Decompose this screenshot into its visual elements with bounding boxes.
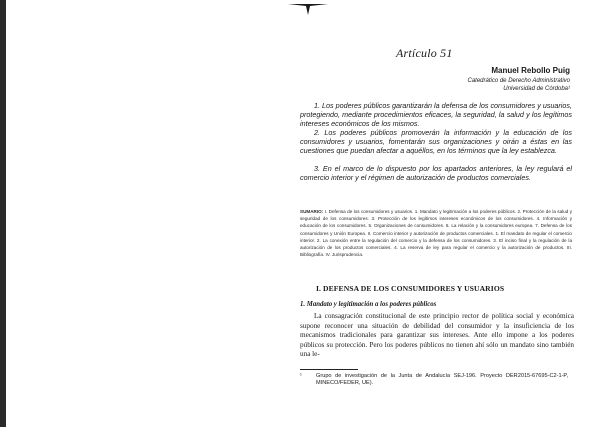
footnote — [300, 373, 572, 388]
article-paragraph-1: 1. Los poderes públicos garantizarán la defensa de los consumidores y usuarios, protegiendo, mediante procedimientos eficaces, la seguridad, la salud y los legítimos intereses económicos de los mismos. — [300, 101, 572, 128]
summary-text: I. Defensa de los consumidores y usuarios. 1. Mandato y legitimación a los poderes públicos. 2. Protección de la salud y seguridad de los consumidores. 3. Protección de los legítimos intereses económicos de los consumidores. 4. Información y educación de los consumidores. 5. Organizaciones de consumidores. 6. La relación y la consumidores europea. 7. Defensa de los consumidores y Unión Europea. II. Comercio interior y autorización de productos comerciales. 1. El mandato de regular el comercio interior. 2. La conexión entre la regulación del comercio y la defensa de los consumidores. 3. El inciso final y la regulación de la autorización de los productos comerciales. 4. La reserva de ley para regular el comercio y la autorización de productos. III. Bibliografía. IV. Jurisprudencia. — [300, 209, 573, 258]
article-paragraph-2: 2. Los poderes públicos promoverán la información y la educación de los consumidores y usuarios, fomentarán sus organizaciones y oirán a éstas en las cuestiones que puedan afectar a aquéllos, en los términos que la ley establezca. — [300, 128, 572, 155]
summary-label: SUMARIO: — [300, 209, 324, 214]
summary-block — [300, 208, 572, 258]
section-subheading: 1. Mandato y legitimación a los poderes públicos — [300, 301, 437, 308]
author-name: Manuel Rebollo Puig — [491, 66, 570, 75]
page-edge-shadow — [0, 0, 6, 427]
section-body-paragraph: La consagración constitucional de este principio rector de política social y económica supone reconocer una situación de debilidad del consumidor y la insuficiencia de los mecanismos tradicionales para garantizar sus intereses. Ante ello impone a los poderes públicos su protección. Pero los poderes públicos no tienen ahí sólo un mandato sino también una le- — [300, 312, 574, 359]
footnote-text: Grupo de investigación de la Junta de Andalucía SEJ-196. Proyecto DER2015-67695-C2-1-P, MINECO/FEDER, UE). — [316, 373, 568, 387]
footnote-divider — [300, 369, 358, 370]
article-title: Artículo 51 — [396, 46, 453, 60]
author-affiliation-university: Universidad de Córdoba¹ — [503, 86, 570, 92]
footnote-number: ¹ — [300, 373, 302, 379]
section-heading: I. DEFENSA DE LOS CONSUMIDORES Y USUARIOS — [316, 284, 505, 293]
article-paragraph-3: 3. En el marco de lo dispuesto por los apartados anteriores, la ley regulará el comercio interior y el régimen de autorización de productos comerciales. — [300, 164, 572, 182]
top-ornament-icon — [288, 2, 328, 16]
author-affiliation-position: Catedrático de Derecho Administrativo — [467, 78, 570, 84]
